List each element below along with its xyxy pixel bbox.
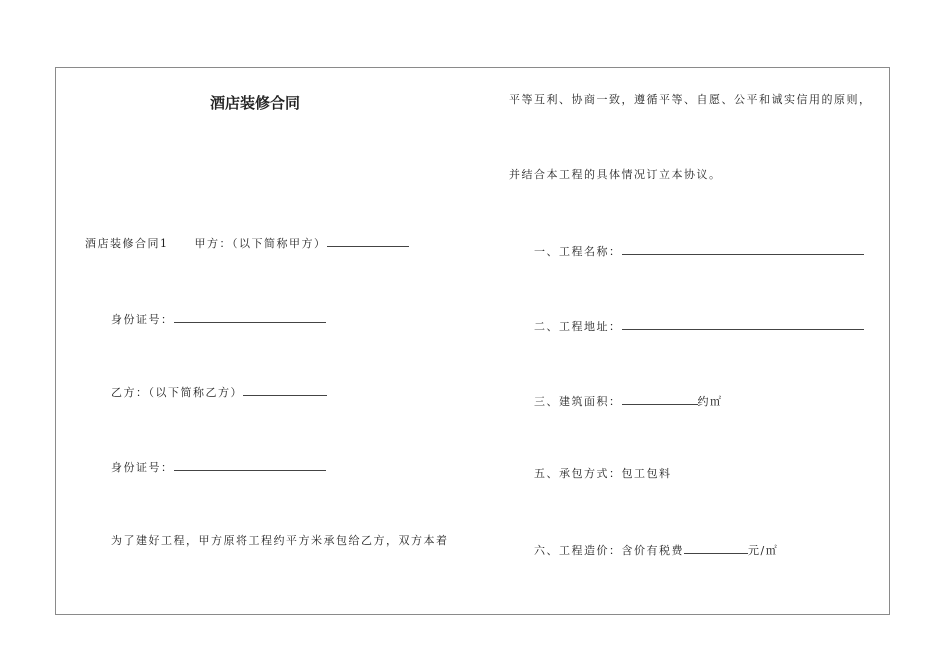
- id-number-line-a: [111, 311, 326, 327]
- project-cost-line: [534, 542, 778, 558]
- id-number-line-b: [111, 459, 326, 475]
- id-label-b: 身份证号：: [111, 461, 174, 474]
- project-name-label: 一、工程名称：: [534, 245, 622, 258]
- document-page-border: [55, 67, 890, 615]
- id-blank-b: [174, 459, 326, 471]
- project-name-line: [534, 243, 864, 259]
- intro-paragraph-cont-1: 平等互利、协商一致，遵循平等、自愿、公平和诚实信用的原则，: [509, 93, 872, 106]
- party-b-label: 乙方：（以下简称乙方）: [111, 386, 243, 399]
- contract-title: 酒店装修合同: [210, 94, 301, 112]
- project-cost-label: 六、工程造价：含价有税费: [534, 544, 684, 557]
- intro-paragraph-start: 为了建好工程，甲方原将工程约平方米承包给乙方，双方本着: [111, 534, 449, 547]
- building-area-blank: [622, 393, 698, 405]
- id-blank-a: [174, 311, 326, 323]
- party-b-blank: [243, 384, 327, 396]
- contract-ref: 酒店装修合同1: [85, 237, 169, 250]
- building-area-unit: 约㎡: [697, 395, 723, 408]
- project-cost-blank: [684, 542, 748, 554]
- building-area-label: 三、建筑面积：: [534, 395, 622, 408]
- project-address-line: [534, 318, 864, 334]
- project-cost-unit: 元/㎡: [748, 544, 779, 557]
- intro-paragraph-cont-2: 并结合本工程的具体情况订立本协议。: [509, 168, 722, 181]
- party-a-line: [85, 235, 409, 251]
- project-name-blank: [622, 243, 864, 255]
- id-label-a: 身份证号：: [111, 313, 174, 326]
- project-address-label: 二、工程地址：: [534, 320, 622, 333]
- contract-method-line: 五、承包方式：包工包料: [534, 467, 672, 480]
- project-address-blank: [622, 318, 864, 330]
- building-area-line: [534, 393, 723, 409]
- party-a-label: 甲方：（以下简称甲方）: [194, 237, 327, 250]
- party-b-line: [111, 384, 327, 400]
- party-a-blank: [327, 235, 409, 247]
